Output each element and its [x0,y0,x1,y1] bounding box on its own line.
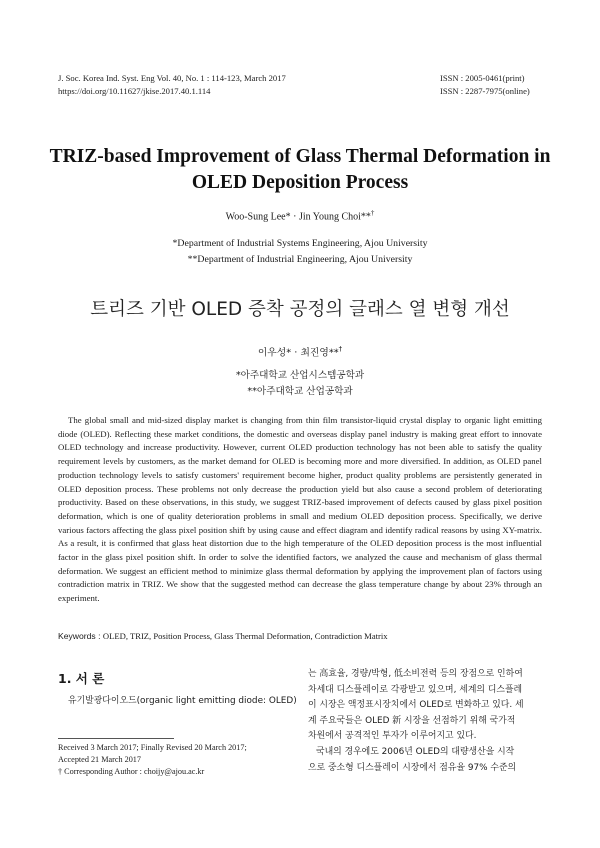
korean-corresponding-mark: † [338,345,343,353]
korean-author-names: 이우성* · 최진영** [257,347,339,359]
accepted-date: Accepted 21 March 2017 [58,755,141,764]
affiliation-1: *Department of Industrial Systems Engineering, Ajou University [172,238,428,249]
intro-paragraph-1 [308,667,544,745]
text-line: 으로 중소형 디스플레이 시장에서 점유율 97% 수준의 [308,762,517,773]
korean-title: 트리즈 기반 OLED 증착 공정의 글래스 열 변형 개선 [90,299,510,320]
abstract: The global small and mid-sized display market is changing from thin film transistor-liquid crystal display to organic light emitting diode (OLED). Reflecting these market conditions, the domestic and overseas display panel industry is making great effort to innovate OLED technology and increase productivity. However, current OLED production technology has not been able to satisfy the quality requirement levels by customers, as the market demand for OLED is becoming more and more diversified. In addition, as OLED panel production technology levels to satisfy customers' requirement become higher, product quality problems are persistently generated in OLED deposition process. These problems not only decrease the production yield but also cause a second problem of deteriorating productivity. Based on these observations, in this study, we suggest TRIZ-based improvement of defects caused by glass pixel position deformation, which is one of quality deterioration problems in small and medium OLED deposition process. Specifically, we derive various factors affecting the glass pixel position shift by using cause and effect diagram and identify radical reasons by using XY-matrix. As a result, it is confirmed that glass heat distortion due to the high temperature of the OLED deposition process is the most influential factor in the glass pixel position shift. In order to solve the identified factors, we analyzed the cause and mechanism of glass thermal deformation. We suggest an efficient method to minimize glass thermal deformation by applying the improvement plan of factors using contradiction matrix in TRIZ. We show that the suggested method can decrease the glass temperature change by about 23% through an experiment. [58,415,542,604]
corresponding-mark: † [370,209,375,217]
keywords [58,630,542,642]
text-line: 차세대 디스플레이로 각광받고 있으며, 세계의 디스플레 [308,684,523,695]
doi-link[interactable]: https://doi.org/10.11627/jkise.2017.40.1.114 [58,86,211,96]
affiliations [40,236,560,268]
dagger-mark: † [58,767,63,776]
korean-affiliation-2: **아주대학교 산업공학과 [247,386,353,397]
affiliation-2: **Department of Industrial Engineering, Ajou University [187,254,413,265]
footnote-divider [58,738,174,739]
received-date: Received 3 March 2017; Finally Revised 20 March 2017; [58,743,247,752]
paper-title [40,144,560,196]
paper-title-line-1: TRIZ-based Improvement of Glass Thermal Deformation in [49,146,551,167]
author-names: Woo-Sung Lee* · Jin Young Choi** [225,211,371,223]
issn-block [440,72,560,98]
korean-affiliation-1: *아주대학교 산업시스템공학과 [235,370,365,381]
keywords-list: OLED, TRIZ, Position Process, Glass Thermal Deformation, Contradiction Matrix [102,631,388,641]
korean-author-list [40,342,560,360]
section-heading-introduction: 1. 서 론 [58,671,105,686]
author-list [40,206,560,224]
footnotes [58,742,304,778]
text-line: 차원에서 공격적인 투자가 이루어지고 있다. [308,731,477,742]
corresponding-author [58,766,304,778]
text-line: 이 시장은 액정표시장치에서 OLED로 변화하고 있다. 세 [308,700,524,711]
intro-paragraph-start: 유기발광다이오드(organic light emitting diode: OLED) [68,696,297,706]
journal-header [58,72,378,98]
issn-print: ISSN : 2005-0461(print) [440,73,525,83]
text-line: 국내의 경우에도 2006년 OLED의 대량생산을 시작 [316,746,515,757]
paper-title-line-2: OLED Deposition Process [191,172,409,193]
intro-paragraph-2 [308,745,544,776]
keywords-label: Keywords : [58,631,103,641]
text-line: 계 주요국들은 OLED 新 시장을 선점하기 위해 국가적 [308,715,516,726]
journal-citation: J. Soc. Korea Ind. Syst. Eng Vol. 40, No. 1 : 114-123, March 2017 [58,73,286,83]
intro-column-2 [308,667,544,776]
corresponding-author-text: Corresponding Author : choijy@ajou.ac.kr [62,767,205,776]
text-line: 는 高효율, 경량/박형, 低소비전력 등의 장점으로 인하여 [308,669,523,679]
issn-online: ISSN : 2287-7975(online) [440,86,530,96]
korean-affiliations [40,368,560,400]
